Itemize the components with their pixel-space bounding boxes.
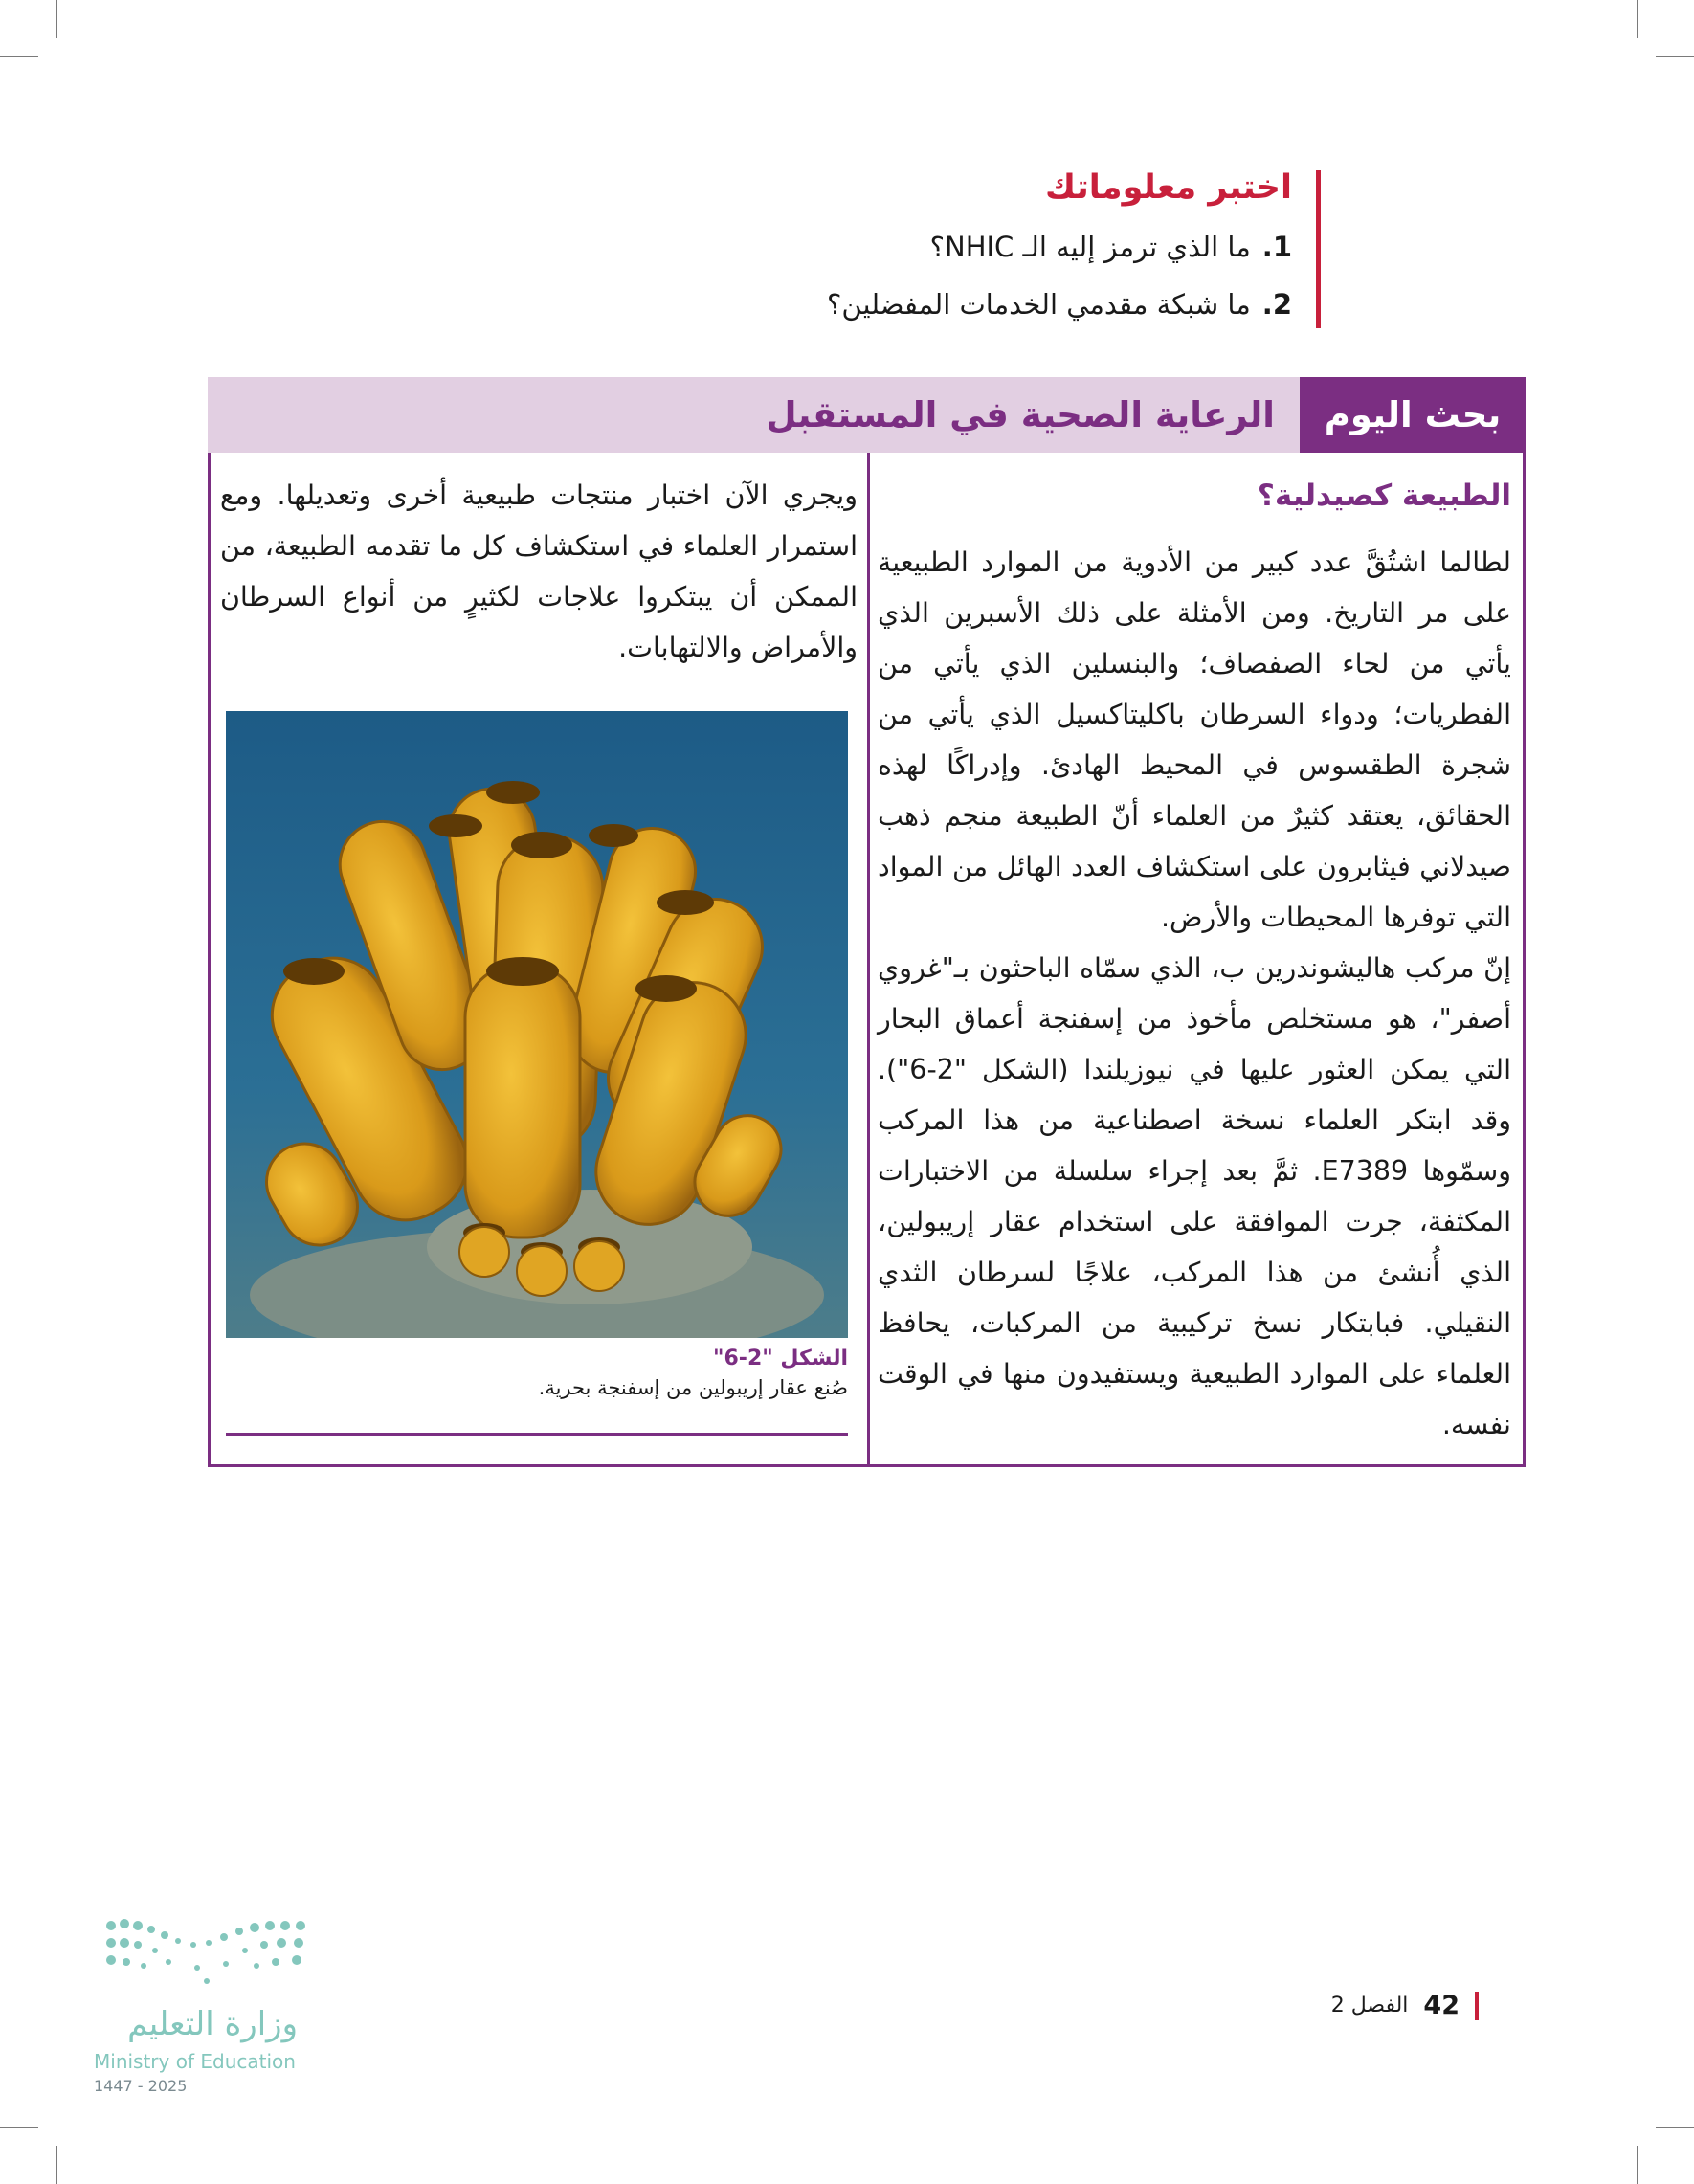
- crop-mark: [56, 2146, 57, 2184]
- banner-tag: بحث اليوم: [1300, 377, 1526, 453]
- quiz-section: [680, 165, 1292, 329]
- banner-title: الرعاية الصحية في المستقبل: [766, 394, 1275, 435]
- logo-dots-icon: [101, 1914, 312, 1991]
- article-paragraph: ويجري الآن اختبار منتجات طبيعية أخرى وتعديلها. ومع استمرار العلماء في استكشاف كل ما تقدمه الطبيعة، من الممكن أن يبتكروا علاجات لكثيرٍ من أنواع السرطان والأمراض والالتهابات.: [220, 479, 858, 663]
- logo-english-text: Ministry of Education: [94, 2050, 296, 2073]
- research-banner: [208, 377, 1526, 453]
- quiz-list: [680, 218, 1292, 333]
- chapter-label: الفصل 2: [1330, 1994, 1409, 2017]
- article-heading: الطبيعة كصيدلية؟: [1257, 479, 1511, 513]
- quiz-item: [680, 276, 1292, 333]
- article-paragraph: لطالما اشتُقَّ عدد كبير من الأدوية من الموارد الطبيعية على مر التاريخ. ومن الأمثلة على ذلك الأسبرين الذي يأتي من لحاء الصفصاف؛ والبنسلين الذي يأتي من الفطريات؛ ودواء السرطان باكليتاكسيل الذي يأتي من شجرة الطقسوس في المحيط الهادئ. وإدراكًا لهذه الحقائق، يعتقد كثيرٌ من العلماء أنّ الطبيعة منجم ذهب صيدلاني فيثابرون على استكشاف العدد الهائل من المواد التي توفرها المحيطات والأرض.: [878, 546, 1511, 933]
- figure-caption-text: صُنع عقار إريبولين من إسفنجة بحرية.: [538, 1376, 848, 1399]
- quiz-title: اختبر معلوماتك: [1045, 168, 1292, 207]
- crop-mark: [1656, 56, 1694, 57]
- crop-mark: [1637, 2146, 1638, 2184]
- crop-mark: [1637, 0, 1638, 38]
- page-footer: [1331, 1991, 1479, 2020]
- crop-mark: [0, 56, 38, 57]
- quiz-item-text: ما الذي ترمز إليه الـ NHIC؟: [929, 231, 1251, 263]
- quiz-item-number: 2.: [1261, 288, 1292, 321]
- crop-mark: [1656, 2127, 1694, 2128]
- crop-mark: [56, 0, 57, 38]
- figure-caption: [226, 1345, 848, 1402]
- logo-year: 2025 - 1447: [94, 2077, 188, 2095]
- quiz-accent-bar: [1316, 170, 1321, 328]
- quiz-item-text: ما شبكة مقدمي الخدمات المفضلين؟: [826, 288, 1251, 321]
- article-left-column: [220, 470, 858, 673]
- logo-arabic-text: وزارة التعليم: [127, 2005, 298, 2043]
- quiz-item-number: 1.: [1261, 231, 1292, 263]
- quiz-item: [680, 218, 1292, 276]
- column-divider: [867, 453, 870, 1464]
- caption-rule: [226, 1433, 848, 1436]
- footer-accent-bar: [1475, 1992, 1479, 2020]
- article-right-column: [878, 474, 1511, 1450]
- figure-number: الشكل "2-6": [713, 1347, 848, 1371]
- ministry-logo: [92, 1914, 312, 2106]
- crop-mark: [0, 2127, 38, 2128]
- page-number: 42: [1423, 1991, 1460, 2020]
- article-paragraph: إنّ مركب هاليشوندرين ب، الذي سمّاه الباحثون بـ"غروي أصفر"، هو مستخلص مأخوذ من إسفنجة أعماق البحار التي يمكن العثور عليها في نيوزيلندا (الشكل "2-6"). وقد ابتكر العلماء نسخة اصطناعية من هذا المركب وسمّوها E7389. ثمَّ بعد إجراء سلسلة من الاختبارات المكثفة، جرت الموافقة على استخدام عقار إريبولين، الذي أُنشئ من هذا المركب، علاجًا لسرطان الثدي النقيلي. فبابتكار نسخ تركيبية من المركبات، يحافظ العلماء على الموارد الطبيعية ويستفيدون منها في الوقت نفسه.: [878, 952, 1511, 1440]
- sea-sponge-image: [226, 711, 848, 1338]
